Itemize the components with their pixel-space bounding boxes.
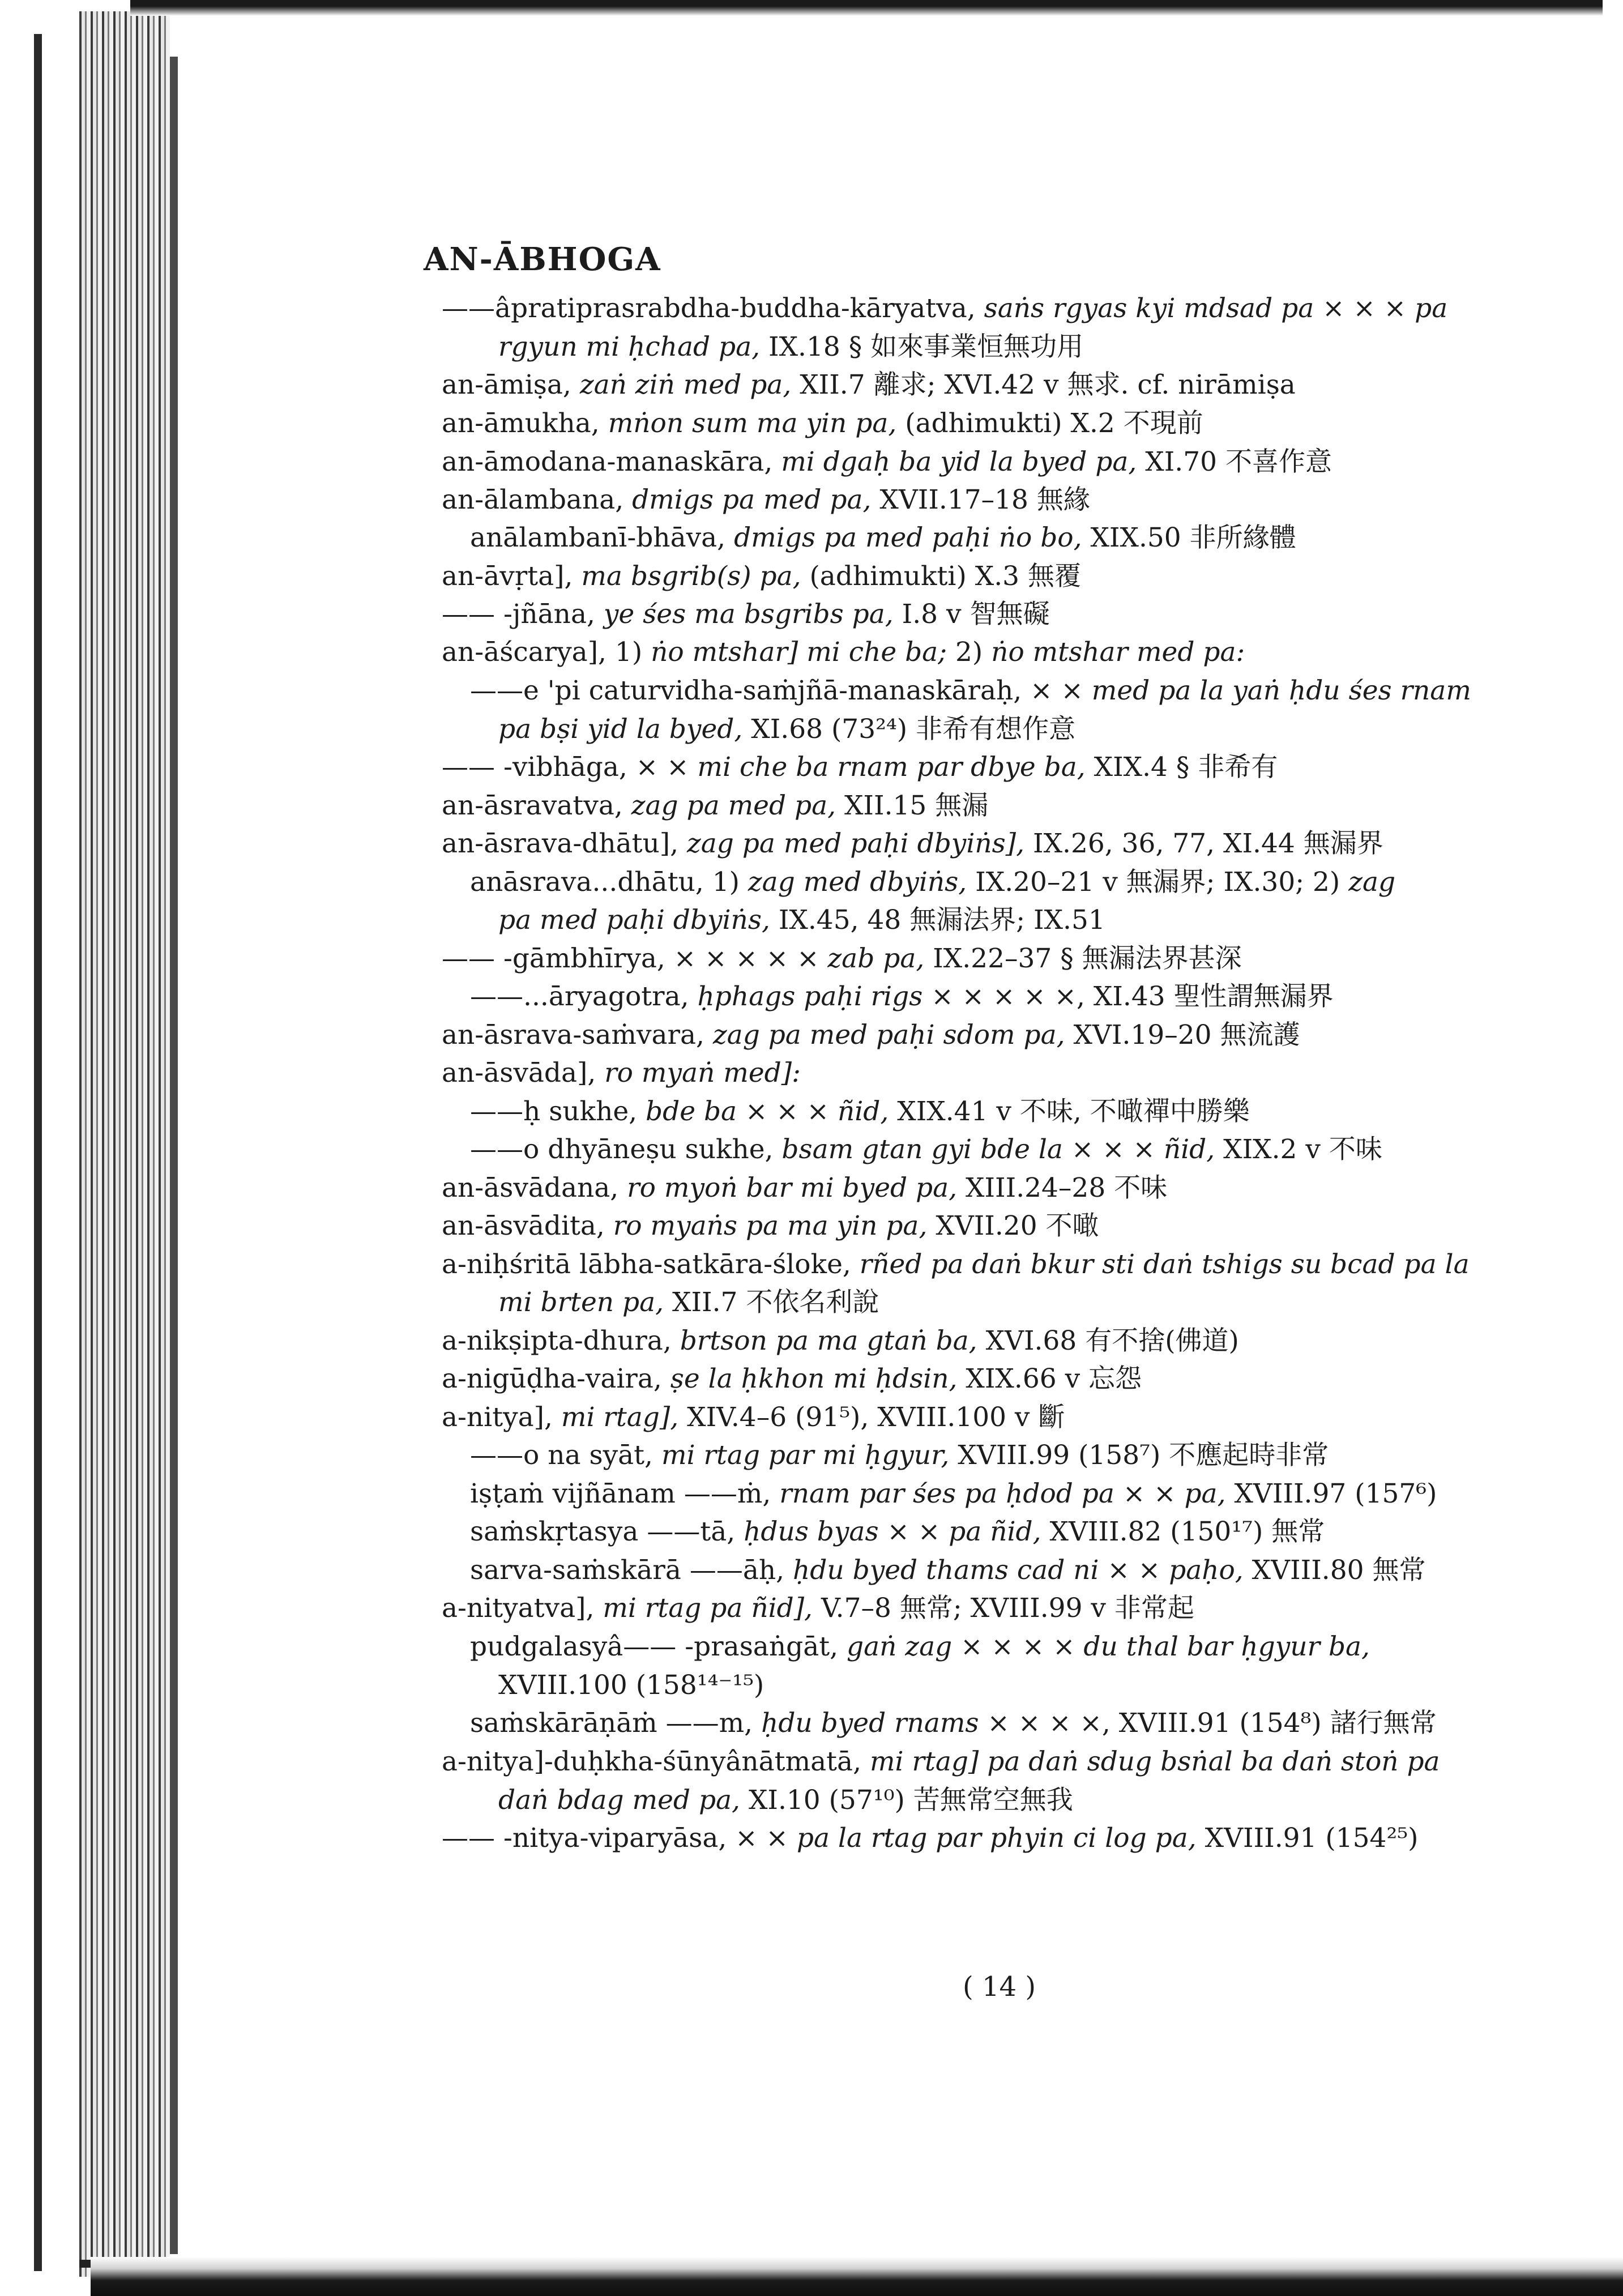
entry-text: sarva-saṁskārā ——āḥ,	[470, 1555, 793, 1586]
entry-text: an-āsvāda],	[442, 1057, 605, 1089]
entry-text: XIX.66 v 忘怨	[957, 1363, 1142, 1394]
entry-line	[442, 407, 1203, 441]
tibetan-text: pa la rtag par phyin ci log pa,	[796, 1823, 1197, 1854]
tibetan-text: rnam par śes pa ḥdod pa × × pa,	[779, 1478, 1226, 1509]
tibetan-text: ḥdus byas × × pa ñid,	[744, 1516, 1041, 1547]
tibetan-text: daṅ bdag med pa,	[498, 1785, 740, 1816]
entry-text: I.8 v 智無礙	[893, 599, 1050, 630]
entry-text: IX.20–21 v 無漏界; IX.30; 2)	[967, 867, 1349, 898]
entry-text: XVIII.82 (150¹⁷) 無常	[1041, 1516, 1325, 1547]
entry-line	[442, 1018, 1300, 1052]
entry-text: (adhimukti) X.3 無覆	[801, 561, 1081, 592]
entry-line	[470, 1554, 1425, 1587]
entry-line	[442, 635, 1245, 669]
entry-text: an-āmiṣa,	[442, 369, 580, 400]
entry-text: an-āvṛta],	[442, 561, 582, 592]
entry-text: XVIII.91 (154²⁵)	[1196, 1823, 1419, 1854]
tibetan-text: zab pa,	[827, 943, 925, 974]
page-heading: AN-ĀBHOGA	[424, 241, 661, 278]
entry-text: × × × × ×, XI.43 聖性謂無漏界	[922, 981, 1334, 1012]
entry-line	[470, 1133, 1382, 1167]
entry-text: XII.7 離求; XVI.42 v 無求. cf. nirāmiṣa	[791, 369, 1296, 400]
entry-text: an-āsvādana,	[442, 1172, 627, 1204]
tibetan-text: ṅo mtshar] mi che ba;	[651, 637, 947, 668]
entry-text: XVIII.99 (158⁷) 不應起時非常	[949, 1440, 1329, 1471]
entry-text: XII.15 無漏	[836, 790, 989, 821]
entry-line	[442, 789, 988, 823]
page-number: ( 14 )	[963, 1971, 1036, 2003]
entry-text: a-niḥśritā lābha-satkāra-śloke,	[442, 1249, 860, 1280]
tibetan-text: med pa la yaṅ ḥdu śes rnam	[1091, 675, 1471, 706]
entry-line	[442, 827, 1383, 861]
tibetan-text: mi rtag par mi ḥgyur,	[661, 1440, 950, 1471]
entry-line	[498, 712, 1075, 746]
entry-text: a-nigūḍha-vaira,	[442, 1363, 670, 1394]
entry-text: an-āsvādita,	[442, 1210, 613, 1241]
tibetan-text: rñed pa daṅ bkur sti daṅ tshigs su bcad pa la	[859, 1249, 1470, 1280]
entry-text: XVI.19–20 無流護	[1065, 1019, 1300, 1051]
entry-text: saṁskṛtasya ——tā,	[470, 1516, 744, 1547]
tibetan-text: pa bṣi yid la byed,	[498, 714, 743, 745]
entry-line	[442, 1821, 1418, 1855]
entry-text: IX.18 § 如來事業恒無功用	[760, 331, 1084, 362]
entry-text: —— -jñāna,	[442, 599, 604, 630]
tibetan-text: zag med dbyiṅs,	[748, 867, 967, 898]
tibetan-text: ye śes ma bsgribs pa,	[603, 599, 894, 630]
entry-text: —— -nitya-viparyāsa, × ×	[442, 1823, 797, 1854]
entry-text: ——e 'pi caturvidha-saṁjñā-manaskāraḥ, × ×	[470, 675, 1092, 706]
entry-line	[498, 1286, 879, 1320]
entry-line	[470, 1515, 1325, 1549]
entry-text: ——o na syāt,	[470, 1440, 661, 1471]
entry-line	[442, 1745, 1440, 1779]
tibetan-text: mi rtag],	[561, 1402, 679, 1433]
entry-line	[498, 330, 1083, 364]
tibetan-text: ṅo mtshar med pa:	[991, 637, 1245, 668]
entry-line	[470, 1630, 1370, 1664]
entry-text: a-nikṣipta-dhura,	[442, 1325, 680, 1356]
entry-line	[442, 750, 1278, 784]
entry-text: (adhimukti) X.2 不現前	[896, 408, 1203, 439]
entry-line	[442, 942, 1242, 976]
entry-text: an-āsravatva,	[442, 790, 631, 821]
tibetan-text: ma bsgrib(s) pa,	[581, 561, 801, 592]
entry-text: ——o dhyāneṣu sukhe,	[470, 1134, 782, 1165]
entry-text: an-ālambana,	[442, 484, 633, 515]
tibetan-text: ro myaṅ med]:	[604, 1057, 801, 1089]
tibetan-text: pa med paḥi dbyiṅs,	[498, 904, 770, 936]
entry-text: an-āsrava-saṁvara,	[442, 1019, 713, 1051]
tibetan-text: ḥdu byed thams cad ni × × paḥo,	[793, 1555, 1244, 1586]
entry-line	[442, 445, 1332, 479]
tibetan-text: zag pa med paḥi sdom pa,	[712, 1019, 1065, 1051]
entry-text: 2)	[947, 637, 992, 668]
entry-text: × × × ×, XVIII.91 (154⁸) 諸行無常	[979, 1708, 1437, 1739]
entry-text: XIX.41 v 不味, 不噉禪中勝樂	[889, 1096, 1250, 1127]
entry-line	[470, 980, 1334, 1014]
tibetan-text: ro myaṅs pa ma yin pa,	[613, 1210, 928, 1241]
entry-text: XVII.20 不噉	[927, 1210, 1099, 1241]
tibetan-text: mi brten pa,	[498, 1287, 664, 1318]
entry-text: saṁskārāṇāṁ ——m,	[470, 1708, 762, 1739]
entry-line	[442, 1209, 1099, 1243]
entry-text: an-āścarya], 1)	[442, 637, 651, 668]
entry-text: XII.7 不依名利說	[664, 1287, 879, 1318]
entry-text: a-nityatva],	[442, 1593, 603, 1624]
entry-line	[470, 521, 1296, 555]
tibetan-text: zag pa med paḥi dbyiṅs],	[687, 828, 1025, 859]
entry-line	[442, 483, 1090, 517]
entry-text: IX.45, 48 無漏法界; IX.51	[770, 904, 1105, 936]
entry-text: pudgalasyâ—— -prasaṅgāt,	[470, 1631, 847, 1662]
entry-line	[498, 1783, 1073, 1817]
entry-text: XI.10 (57¹⁰) 苦無常空無我	[740, 1785, 1073, 1816]
entry-line	[442, 1401, 1065, 1435]
entry-line	[498, 1668, 764, 1702]
entry-text: XVI.68 有不捨(佛道)	[977, 1325, 1239, 1356]
entry-line	[470, 1439, 1329, 1473]
tibetan-text: bsam gtan gyi bde la × × × ñid,	[781, 1134, 1215, 1165]
entry-line	[442, 1248, 1470, 1282]
entry-text: a-nitya]-duḥkha-śūnyânātmatā,	[442, 1746, 870, 1777]
entry-text: XVIII.80 無常	[1243, 1555, 1426, 1586]
entry-text: XIV.4–6 (91⁵), XVIII.100 v 斷	[678, 1402, 1065, 1433]
tibetan-text: brtson pa ma gtaṅ ba,	[680, 1325, 977, 1356]
entry-text: XIX.50 非所緣體	[1082, 522, 1296, 553]
tibetan-text: saṅs rgyas kyi mdsad pa × × × pa	[984, 293, 1448, 324]
entry-text: —— -vibhāga, × ×	[442, 752, 698, 783]
entry-text: XIX.4 § 非希有	[1085, 752, 1278, 783]
tibetan-text: mi rtag] pa daṅ sdug bsṅal ba daṅ stoṅ pa	[869, 1746, 1440, 1777]
entry-line	[470, 1477, 1437, 1511]
tibetan-text: zag	[1348, 867, 1396, 898]
entry-line	[442, 1171, 1167, 1205]
entry-text: a-nitya],	[442, 1402, 561, 1433]
tibetan-text: zaṅ ziṅ med pa,	[579, 369, 792, 400]
entry-text: XIX.2 v 不味	[1215, 1134, 1382, 1165]
tibetan-text: mi che ba rnam par dbye ba,	[697, 752, 1086, 783]
tibetan-text: gaṅ zag × × × × du thal bar ḥgyur ba,	[846, 1631, 1370, 1662]
entry-line	[442, 560, 1081, 594]
tibetan-text: ro myoṅ bar mi byed pa,	[627, 1172, 958, 1204]
entry-line	[470, 1095, 1250, 1129]
entry-line	[470, 1706, 1437, 1740]
entry-line	[470, 674, 1471, 708]
entry-line	[442, 292, 1447, 326]
entry-line	[442, 1362, 1142, 1396]
entry-text: ——ḥ sukhe,	[470, 1096, 646, 1127]
tibetan-text: rgyun mi ḥchad pa,	[498, 331, 761, 362]
entry-line	[442, 1324, 1239, 1358]
entry-line	[442, 368, 1296, 402]
entry-text: an-āmodana-manaskāra,	[442, 446, 781, 477]
entry-text: —— -gāmbhīrya, × × × × ×	[442, 943, 828, 974]
entry-text: XIII.24–28 不味	[957, 1172, 1168, 1204]
tibetan-text: ḥdu byed rnams	[761, 1708, 979, 1739]
tibetan-text: ḥphags paḥi rigs	[697, 981, 923, 1012]
tibetan-text: mi dgaḥ ba yid la byed pa,	[781, 446, 1137, 477]
entry-text: iṣṭaṁ vijñānam ——ṁ,	[470, 1478, 780, 1509]
tibetan-text: mi rtag pa ñid],	[603, 1593, 813, 1624]
entry-text: an-āsrava-dhātu],	[442, 828, 687, 859]
entry-text: XVIII.97 (157⁶)	[1225, 1478, 1437, 1509]
entry-line	[470, 865, 1395, 899]
tibetan-text: ṣe la ḥkhon mi ḥdsin,	[670, 1363, 958, 1394]
entry-text: an-āmukha,	[442, 408, 608, 439]
entry-line	[442, 1591, 1194, 1625]
tibetan-text: zag pa med pa,	[631, 790, 836, 821]
entry-text: ——...āryagotra,	[470, 981, 698, 1012]
entry-text: V.7–8 無常; XVIII.99 v 非常起	[813, 1593, 1194, 1624]
tibetan-text: dmigs pa med pa,	[632, 484, 872, 515]
entry-text: anāsrava...dhātu, 1)	[470, 867, 748, 898]
entry-text: XVIII.100 (158¹⁴⁻¹⁵)	[498, 1670, 764, 1701]
entry-text: IX.22–37 § 無漏法界甚深	[924, 943, 1242, 974]
entry-text: XI.68 (73²⁴) 非希有想作意	[742, 714, 1076, 745]
entry-text: anālambanī-bhāva,	[470, 522, 734, 553]
entry-line	[442, 598, 1049, 631]
entry-line	[442, 1056, 801, 1090]
entry-text: ——âpratiprasrabdha-buddha-kāryatva,	[442, 293, 984, 324]
tibetan-text: bde ba × × × ñid,	[646, 1096, 889, 1127]
entry-text: XI.70 不喜作意	[1137, 446, 1332, 477]
entry-line	[498, 903, 1105, 937]
tibetan-text: dmigs pa med paḥi ṅo bo,	[734, 522, 1082, 553]
entry-text: IX.26, 36, 77, XI.44 無漏界	[1024, 828, 1383, 859]
tibetan-text: mṅon sum ma yin pa,	[608, 408, 897, 439]
entry-text: XVII.17–18 無緣	[871, 484, 1090, 515]
